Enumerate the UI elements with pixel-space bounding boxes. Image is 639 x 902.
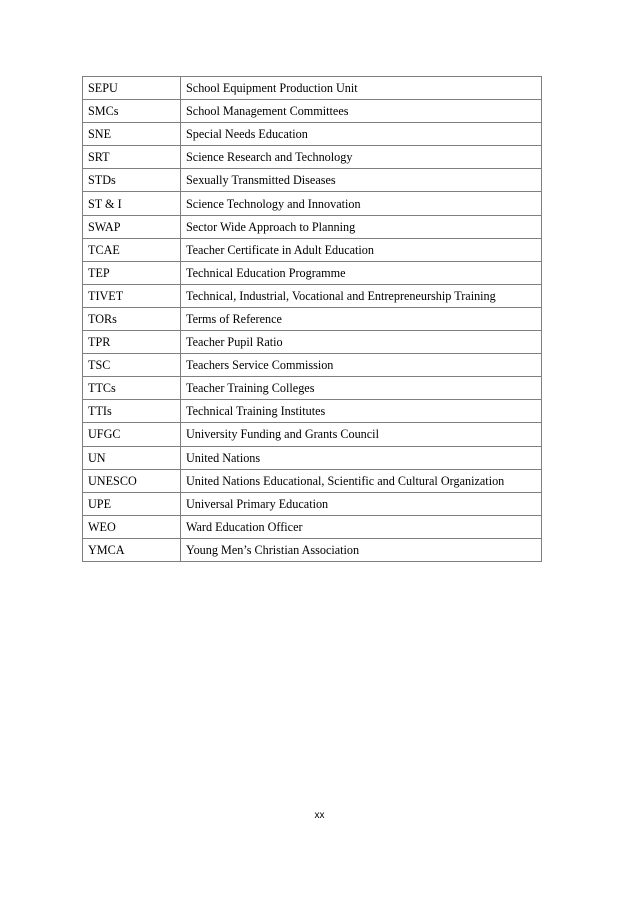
table-row: [83, 469, 542, 492]
definition-cell: Science Research and Technology: [181, 146, 542, 169]
definition-cell: United Nations: [181, 446, 542, 469]
abbreviation-cell: UPE: [83, 492, 181, 515]
table-row: [83, 446, 542, 469]
abbreviation-cell: SEPU: [83, 77, 181, 100]
definition-cell: Ward Education Officer: [181, 515, 542, 538]
table-row: [83, 307, 542, 330]
abbreviation-cell: TORs: [83, 307, 181, 330]
page-number: xx: [314, 810, 325, 821]
table-row: [83, 215, 542, 238]
abbreviation-cell: STDs: [83, 169, 181, 192]
definition-cell: Teacher Pupil Ratio: [181, 331, 542, 354]
definition-cell: Science Technology and Innovation: [181, 192, 542, 215]
abbreviation-cell: UN: [83, 446, 181, 469]
abbreviation-cell: SWAP: [83, 215, 181, 238]
definition-cell: Teacher Training Colleges: [181, 377, 542, 400]
definition-cell: Technical Education Programme: [181, 261, 542, 284]
table-row: [83, 123, 542, 146]
abbreviations-table-body: [83, 77, 542, 562]
table-row: [83, 331, 542, 354]
abbreviation-cell: TTIs: [83, 400, 181, 423]
table-row: [83, 492, 542, 515]
abbreviation-cell: SNE: [83, 123, 181, 146]
abbreviation-cell: TSC: [83, 354, 181, 377]
definition-cell: Sexually Transmitted Diseases: [181, 169, 542, 192]
table-row: [83, 354, 542, 377]
table-row: [83, 192, 542, 215]
definition-cell: Teachers Service Commission: [181, 354, 542, 377]
table-row: [83, 377, 542, 400]
abbreviation-cell: WEO: [83, 515, 181, 538]
definition-cell: United Nations Educational, Scientific and Cultural Organization: [181, 469, 542, 492]
table-row: [83, 146, 542, 169]
abbreviation-cell: SMCs: [83, 100, 181, 123]
definition-cell: Special Needs Education: [181, 123, 542, 146]
abbreviations-table: [82, 76, 542, 562]
table-row: [83, 100, 542, 123]
abbreviation-cell: SRT: [83, 146, 181, 169]
definition-cell: School Management Committees: [181, 100, 542, 123]
table-row: [83, 238, 542, 261]
definition-cell: Technical, Industrial, Vocational and Entrepreneurship Training: [181, 284, 542, 307]
abbreviation-cell: UFGC: [83, 423, 181, 446]
table-row: [83, 400, 542, 423]
abbreviation-cell: TCAE: [83, 238, 181, 261]
abbreviation-cell: YMCA: [83, 538, 181, 561]
definition-cell: Technical Training Institutes: [181, 400, 542, 423]
definition-cell: University Funding and Grants Council: [181, 423, 542, 446]
abbreviation-cell: TIVET: [83, 284, 181, 307]
table-row: [83, 538, 542, 561]
table-row: [83, 77, 542, 100]
definition-cell: Terms of Reference: [181, 307, 542, 330]
table-row: [83, 284, 542, 307]
table-row: [83, 261, 542, 284]
definition-cell: Sector Wide Approach to Planning: [181, 215, 542, 238]
definition-cell: Young Men’s Christian Association: [181, 538, 542, 561]
abbreviation-cell: TTCs: [83, 377, 181, 400]
table-row: [83, 423, 542, 446]
definition-cell: School Equipment Production Unit: [181, 77, 542, 100]
definition-cell: Universal Primary Education: [181, 492, 542, 515]
abbreviation-cell: TPR: [83, 331, 181, 354]
abbreviation-cell: TEP: [83, 261, 181, 284]
definition-cell: Teacher Certificate in Adult Education: [181, 238, 542, 261]
abbreviation-cell: UNESCO: [83, 469, 181, 492]
table-row: [83, 169, 542, 192]
abbreviation-cell: ST & I: [83, 192, 181, 215]
table-row: [83, 515, 542, 538]
